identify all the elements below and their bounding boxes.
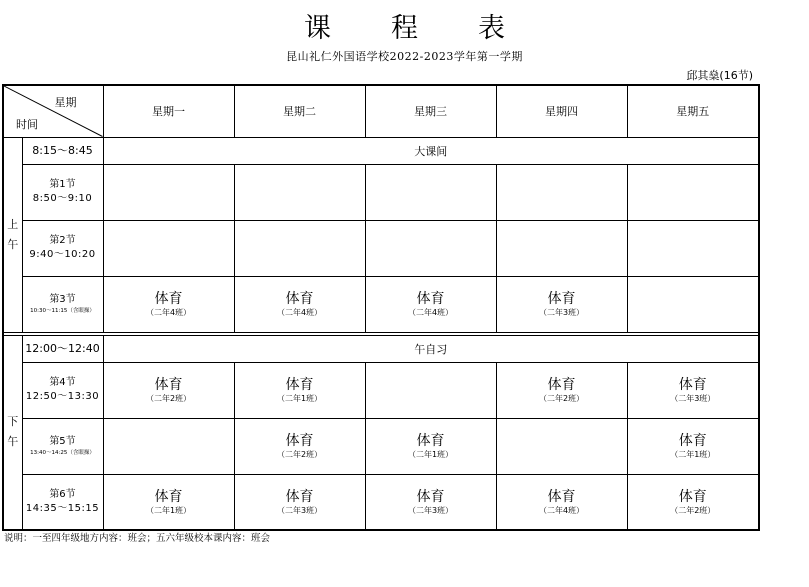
period-time-cell (22, 220, 103, 276)
lesson-subject: 体育 (678, 488, 707, 505)
period-time: 8:50～9:10 (32, 193, 93, 204)
lesson-subject: 体育 (416, 433, 445, 449)
lesson-subject: 体育 (285, 377, 314, 393)
lesson-class: （二年1班） (145, 505, 192, 515)
period-time: 9:40～10:20 (29, 249, 96, 260)
lesson-cell-wed (365, 276, 496, 332)
lesson-class: （二年4班） (145, 308, 192, 317)
lesson-cell-thu (496, 362, 627, 418)
period-time: 14:35～15:15 (25, 502, 100, 514)
weekday-header-tue: 星期二 (234, 85, 365, 137)
morning-half-char: 午 (7, 237, 19, 251)
period-time: 10:30～11:15（含眼操） (30, 308, 95, 314)
lesson-cell-mon (103, 474, 234, 530)
header-row (3, 85, 759, 137)
lesson-subject: 体育 (285, 291, 314, 307)
lesson-cell-fri (627, 276, 759, 332)
lesson-subject: 体育 (154, 377, 183, 393)
period-name: 第5节 (49, 436, 76, 447)
lesson-class: （二年3班） (538, 308, 585, 317)
lesson-class: （二年1班） (670, 450, 716, 459)
lesson-cell-thu (496, 418, 627, 474)
lesson-cell-wed (365, 418, 496, 474)
page-title: 课程表 (304, 13, 565, 44)
lesson-cell-tue (234, 418, 365, 474)
lesson-class: （二年3班） (407, 505, 454, 515)
lesson-subject: 体育 (547, 291, 576, 307)
morning-break-row (3, 137, 759, 164)
afternoon-period-row (3, 474, 759, 530)
period-time-cell (22, 164, 103, 220)
period-time-cell (22, 474, 103, 530)
lesson-cell-tue (234, 474, 365, 530)
period-time: 13:40～14:25（含眼操） (30, 450, 95, 456)
teacher-name: 邱其燊(16节) (686, 69, 753, 82)
corner-day-label: 星期 (54, 96, 77, 109)
afternoon-section (3, 335, 759, 530)
lesson-subject: 体育 (285, 433, 314, 449)
period-time-cell (22, 418, 103, 474)
lesson-class: （二年2班） (538, 394, 585, 403)
schedule-table (2, 84, 760, 531)
lesson-cell-fri (627, 474, 759, 530)
lesson-cell-wed (365, 164, 496, 220)
lesson-cell-tue (234, 220, 365, 276)
lesson-subject: 体育 (547, 488, 576, 505)
afternoon-half-char: 午 (7, 435, 19, 449)
afternoon-break-time: 12:00～12:40 (22, 335, 103, 362)
lesson-cell-fri (627, 220, 759, 276)
lesson-class: （二年1班） (276, 394, 323, 403)
weekday-header-thu: 星期四 (496, 85, 627, 137)
lesson-cell-mon (103, 164, 234, 220)
lesson-class: （二年2班） (145, 394, 192, 403)
lesson-subject: 体育 (285, 488, 314, 505)
period-name: 第3节 (49, 294, 76, 305)
afternoon-break-row (3, 335, 759, 362)
corner-time-label: 时间 (16, 117, 38, 131)
lesson-cell-mon (103, 362, 234, 418)
lesson-cell-thu (496, 220, 627, 276)
lesson-class: （二年3班） (670, 394, 716, 403)
morning-break-label: 大课间 (103, 137, 759, 164)
lesson-cell-fri (627, 418, 759, 474)
lesson-class: （二年2班） (276, 450, 323, 459)
school-term-subtitle: 昆山礼仁外国语学校2022-2023学年第一学期 (286, 50, 523, 63)
lesson-cell-fri (627, 164, 759, 220)
morning-period-row (3, 164, 759, 220)
afternoon-half-char: 下 (7, 415, 19, 429)
weekday-header-wed: 星期三 (365, 85, 496, 137)
afternoon-break-label: 午自习 (103, 335, 759, 362)
lesson-class: （二年2班） (670, 505, 716, 515)
lesson-class: （二年4班） (276, 308, 323, 317)
period-name: 第2节 (49, 235, 76, 246)
period-time-cell (22, 362, 103, 418)
lesson-cell-thu (496, 474, 627, 530)
period-time: 12:50～13:30 (25, 391, 100, 402)
lesson-class: （二年4班） (538, 505, 585, 515)
period-name: 第4节 (49, 377, 76, 388)
lesson-subject: 体育 (154, 488, 183, 505)
lesson-cell-mon (103, 220, 234, 276)
lesson-subject: 体育 (416, 488, 445, 505)
lesson-class: （二年1班） (407, 450, 454, 459)
lesson-subject: 体育 (547, 377, 576, 393)
corner-cell (3, 85, 103, 137)
lesson-subject: 体育 (416, 291, 445, 307)
lesson-cell-thu (496, 276, 627, 332)
lesson-subject: 体育 (154, 291, 183, 307)
morning-period-row (3, 220, 759, 276)
morning-break-time: 8:15～8:45 (22, 137, 103, 164)
lesson-class: （二年3班） (276, 505, 323, 515)
lesson-cell-tue (234, 362, 365, 418)
lesson-cell-fri (627, 362, 759, 418)
lesson-cell-thu (496, 164, 627, 220)
morning-half-label (3, 137, 22, 332)
afternoon-half-label (3, 335, 22, 530)
afternoon-period-row (3, 362, 759, 418)
weekday-header-mon: 星期一 (103, 85, 234, 137)
lesson-cell-mon (103, 276, 234, 332)
morning-section (3, 137, 759, 332)
footnote: 说明：一至四年级地方内容：班会；五六年级校本课内容：班会 (4, 533, 271, 544)
lesson-cell-wed (365, 474, 496, 530)
weekday-header-fri: 星期五 (627, 85, 759, 137)
period-name: 第6节 (49, 488, 76, 500)
period-time-cell (22, 276, 103, 332)
lesson-cell-tue (234, 276, 365, 332)
afternoon-period-row (3, 418, 759, 474)
lesson-cell-wed (365, 362, 496, 418)
lesson-cell-tue (234, 164, 365, 220)
period-name: 第1节 (49, 179, 76, 190)
lesson-subject: 体育 (678, 433, 707, 449)
morning-half-char: 上 (7, 217, 19, 231)
lesson-cell-wed (365, 220, 496, 276)
lesson-subject: 体育 (678, 377, 707, 393)
morning-period-row (3, 276, 759, 332)
lesson-class: （二年4班） (407, 308, 454, 317)
lesson-cell-mon (103, 418, 234, 474)
